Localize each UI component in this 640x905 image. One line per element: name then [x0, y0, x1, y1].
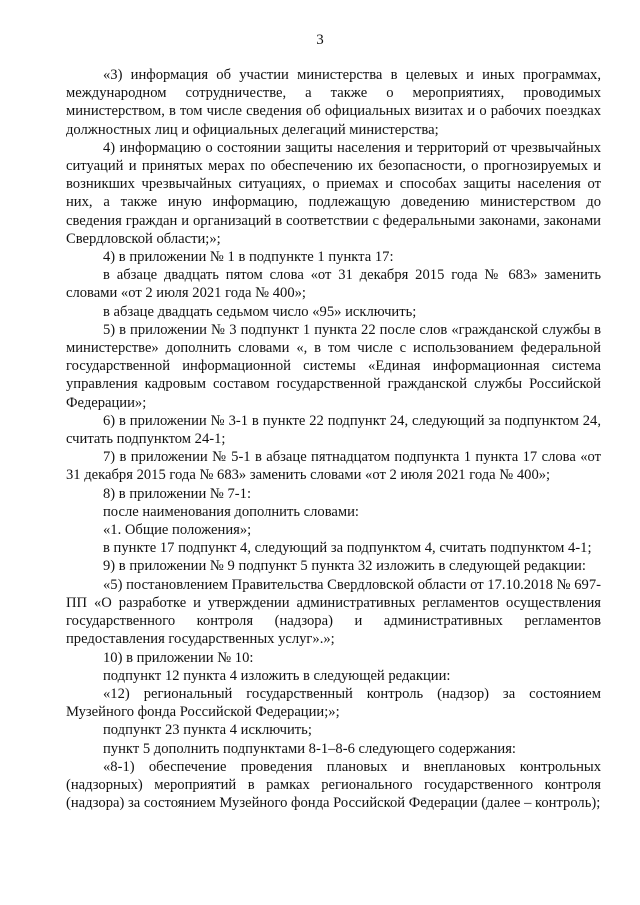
- paragraph: в абзаце двадцать пятом слова «от 31 декабря 2015 года № 683» заменить словами «от 2 июля 2021 года № 400»;: [66, 267, 601, 302]
- paragraph: «8-1) обеспечение проведения плановых и внеплановых контрольных (надзорных) мероприятий в рамках регионального государственного контроля (надзора) за состоянием Музейного фонда Российской Федерации (далее – контроль);: [66, 758, 601, 812]
- paragraph: «3) информация об участии министерства в целевых и иных программах, международном сотрудничестве, а также о мероприятиях, проводимых министерством, в том числе сведения об официальных визитах и о рабочих поездках должностных лиц и официальных делегаций министерства;: [66, 67, 601, 138]
- paragraph: 9) в приложении № 9 подпункт 5 пункта 32 изложить в следующей редакции:: [103, 558, 586, 575]
- paragraph: «12) региональный государственный контроль (надзор) за состоянием Музейного фонда Российской Федерации;»;: [66, 685, 601, 721]
- paragraph: 8) в приложении № 7-1:: [103, 485, 252, 502]
- paragraph: пункт 5 дополнить подпунктами 8-1–8-6 следующего содержания:: [103, 740, 516, 757]
- paragraph: 10) в приложении № 10:: [103, 649, 254, 666]
- paragraph: 5) в приложении № 3 подпункт 1 пункта 22 после слов «гражданской службы в министерстве» дополнить словами «, в том числе с использованием федеральной государственной информационной системы «Единая информационная система управления кадровым составом государственной гражданской службы Российской Федерации»;: [66, 321, 601, 411]
- paragraph: «1. Общие положения»;: [103, 522, 252, 539]
- paragraph: 4) в приложении № 1 в подпункте 1 пункта 17:: [103, 249, 394, 266]
- paragraph: подпункт 12 пункта 4 изложить в следующей редакции:: [103, 667, 451, 684]
- paragraph: 6) в приложении № 3-1 в пункте 22 подпункт 24, следующий за подпунктом 24, считать подпунктом 24-1;: [66, 412, 601, 448]
- paragraph: «5) постановлением Правительства Свердловской области от 17.10.2018 № 697-ПП «О разработке и утверждении административных регламентов осуществления государственного контроля (надзора) и административных регламентов предоставления государственных услуг».»;: [66, 576, 601, 648]
- paragraph: в абзаце двадцать седьмом число «95» исключить;: [103, 303, 417, 320]
- paragraph: 4) информацию о состоянии защиты населения и территорий от чрезвычайных ситуаций и принятых мерах по обеспечению их безопасности, о прогнозируемых и возникших чрезвычайных ситуациях, о приемах и способах защиты населения от них, а также иную информацию, подлежащую доведению министерством до сведения граждан и организаций в соответствии с федеральными законами, законами Свердловской области;»;: [66, 139, 601, 247]
- paragraph: после наименования дополнить словами:: [103, 503, 359, 520]
- paragraph: 7) в приложении № 5-1 в абзаце пятнадцатом подпункта 1 пункта 17 слова «от 31 декабря 2015 года № 683» заменить словами «от 2 июля 2021 года № 400»;: [66, 449, 601, 484]
- paragraph: в пункте 17 подпункт 4, следующий за подпунктом 4, считать подпунктом 4-1;: [103, 540, 592, 557]
- paragraph: подпункт 23 пункта 4 исключить;: [103, 722, 312, 739]
- page-number: 3: [316, 32, 324, 48]
- body-text: [66, 66, 601, 812]
